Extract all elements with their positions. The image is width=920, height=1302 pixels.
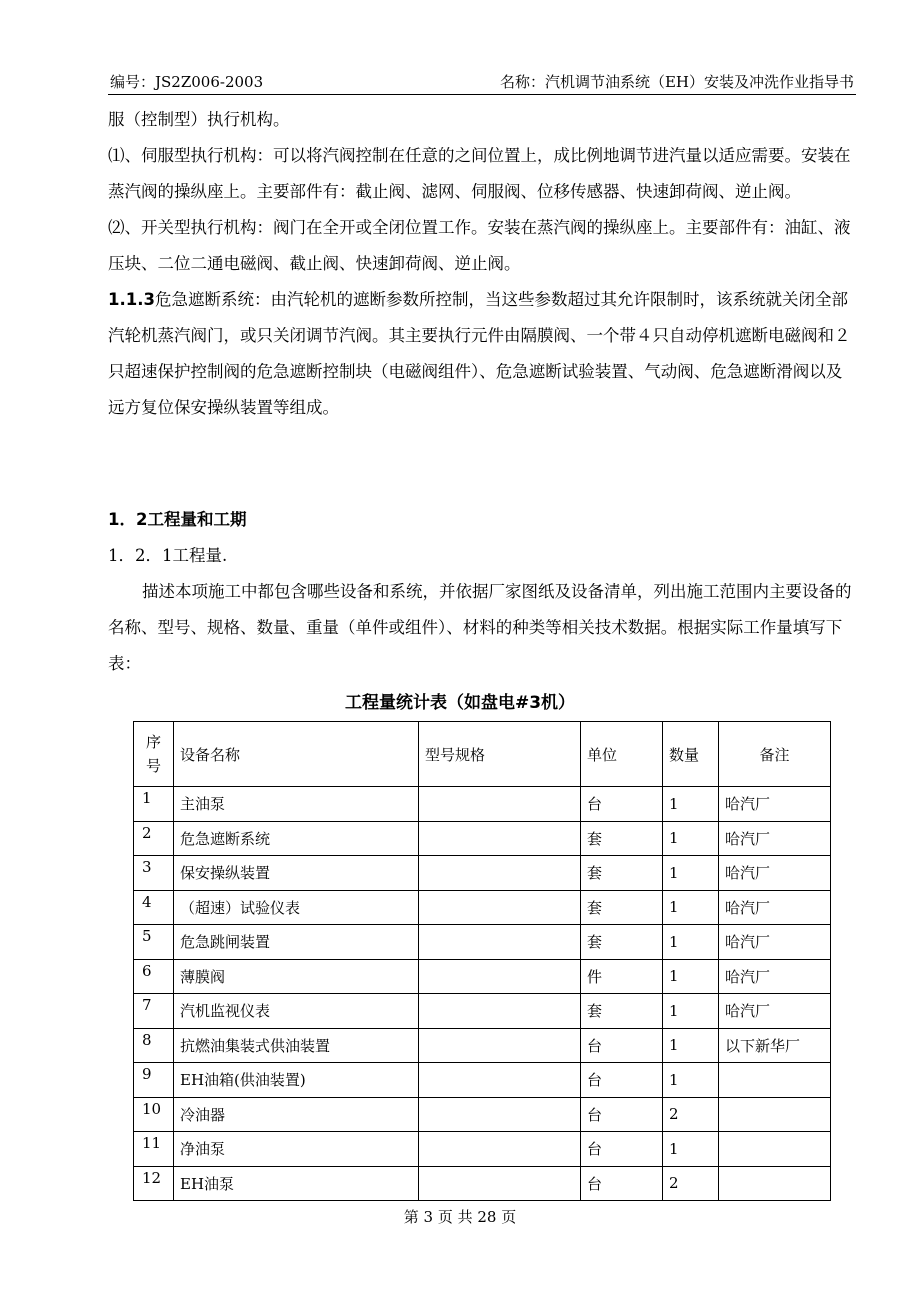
cell-remark: 哈汽厂 [719, 890, 831, 925]
cell-name: 保安操纵装置 [174, 856, 419, 891]
cell-remark: 哈汽厂 [719, 994, 831, 1029]
paragraph-emergency-trip [108, 282, 856, 426]
table-row [134, 1028, 831, 1063]
section-heading: 1．2工程量和工期 [108, 510, 247, 529]
cell-no: 6 [134, 959, 174, 994]
cell-model [419, 856, 581, 891]
cell-qty: 1 [663, 890, 719, 925]
cell-no: 4 [134, 890, 174, 925]
cell-remark [719, 1132, 831, 1167]
page-footer: 第 3 页 共 28 页 [403, 1208, 517, 1226]
table-row [134, 959, 831, 994]
cell-unit: 套 [581, 925, 663, 960]
header-qty: 数量 [663, 722, 719, 787]
cell-model [419, 994, 581, 1029]
table-row [134, 787, 831, 822]
cell-no: 11 [134, 1132, 174, 1167]
cell-model [419, 1063, 581, 1098]
table-row [134, 1097, 831, 1132]
cell-no: 10 [134, 1097, 174, 1132]
cell-unit: 套 [581, 890, 663, 925]
header-unit: 单位 [581, 722, 663, 787]
header-model: 型号规格 [419, 722, 581, 787]
table-row [134, 925, 831, 960]
cell-model [419, 787, 581, 822]
table-header-row [134, 722, 831, 787]
cell-name: 主油泵 [174, 787, 419, 822]
cell-qty: 1 [663, 821, 719, 856]
cell-name: 抗燃油集装式供油装置 [174, 1028, 419, 1063]
document-code: 编号：JS2Z006-2003 [110, 73, 264, 91]
cell-remark: 以下新华厂 [719, 1028, 831, 1063]
table-row [134, 821, 831, 856]
cell-unit: 台 [581, 1063, 663, 1098]
cell-no: 1 [134, 787, 174, 822]
cell-model [419, 1166, 581, 1201]
cell-remark [719, 1166, 831, 1201]
cell-remark: 哈汽厂 [719, 787, 831, 822]
table-row [134, 1166, 831, 1201]
cell-unit: 台 [581, 787, 663, 822]
cell-name: 危急跳闸装置 [174, 925, 419, 960]
cell-qty: 1 [663, 925, 719, 960]
cell-model [419, 821, 581, 856]
cell-model [419, 1132, 581, 1167]
cell-no: 3 [134, 856, 174, 891]
page-header [108, 66, 856, 95]
cell-unit: 台 [581, 1097, 663, 1132]
cell-no: 8 [134, 1028, 174, 1063]
cell-model [419, 890, 581, 925]
cell-name: 危急遮断系统 [174, 821, 419, 856]
cell-unit: 台 [581, 1132, 663, 1167]
cell-remark: 哈汽厂 [719, 925, 831, 960]
table-body [134, 787, 831, 1201]
table-title: 工程量统计表（如盘电#3机） [344, 693, 576, 713]
cell-no: 12 [134, 1166, 174, 1201]
subsection-heading: 1．2．1工程量. [108, 546, 228, 565]
cell-model [419, 925, 581, 960]
cell-model [419, 959, 581, 994]
quantity-table [133, 721, 831, 1201]
cell-name: （超速）试验仪表 [174, 890, 419, 925]
cell-name: 汽机监视仪表 [174, 994, 419, 1029]
cell-qty: 2 [663, 1097, 719, 1132]
table-row [134, 1063, 831, 1098]
cell-no: 7 [134, 994, 174, 1029]
header-no: 序 号 [134, 722, 174, 787]
cell-remark: 哈汽厂 [719, 821, 831, 856]
cell-qty: 2 [663, 1166, 719, 1201]
cell-qty: 1 [663, 1063, 719, 1098]
cell-qty: 1 [663, 856, 719, 891]
cell-remark: 哈汽厂 [719, 959, 831, 994]
cell-remark: 哈汽厂 [719, 856, 831, 891]
cell-qty: 1 [663, 1028, 719, 1063]
cell-unit: 台 [581, 1166, 663, 1201]
header-name: 设备名称 [174, 722, 419, 787]
cell-name: 净油泵 [174, 1132, 419, 1167]
section-description: 描述本项施工中都包含哪些设备和系统，并依据厂家图纸及设备清单，列出施工范围内主要设备的名称、型号、规格、数量、重量（单件或组件）、材料的种类等相关技术数据。根据实际工作量填写下表： [108, 582, 852, 673]
cell-unit: 套 [581, 856, 663, 891]
section-body [108, 538, 856, 682]
cell-remark [719, 1063, 831, 1098]
cell-name: 冷油器 [174, 1097, 419, 1132]
cell-name: 薄膜阀 [174, 959, 419, 994]
cell-model [419, 1028, 581, 1063]
cell-qty: 1 [663, 959, 719, 994]
cell-unit: 套 [581, 821, 663, 856]
cell-unit: 套 [581, 994, 663, 1029]
cell-qty: 1 [663, 994, 719, 1029]
cell-qty: 1 [663, 1132, 719, 1167]
cell-unit: 件 [581, 959, 663, 994]
table-row [134, 856, 831, 891]
table-row [134, 1132, 831, 1167]
paragraph-servo-actuator: ⑴、伺服型执行机构：可以将汽阀控制在任意的之间位置上，成比例地调节进汽量以适应需要。安装在蒸汽阀的操纵座上。主要部件有：截止阀、滤网、伺服阀、位移传感器、快速卸荷阀、逆止阀。 [108, 146, 851, 201]
table-row [134, 890, 831, 925]
cell-unit: 台 [581, 1028, 663, 1063]
cell-name: EH油箱(供油装置) [174, 1063, 419, 1098]
paragraph-emergency-trip-text: 危急遮断系统：由汽轮机的遮断参数所控制，当这些参数超过其允许限制时，该系统就关闭全部汽轮机蒸汽阀门，或只关闭调节汽阀。其主要执行元件由隔膜阀、一个带４只自动停机遮断电磁阀和２只超速保护控制阀的危急遮断控制块（电磁阀组件）、危急遮断试验装置、气动阀、危急遮断滑阀以及远方复位保安操纵装置等组成。 [108, 290, 851, 417]
cell-model [419, 1097, 581, 1132]
section-number: 1.1.3 [108, 290, 155, 309]
header-remark: 备注 [719, 722, 831, 787]
table-row [134, 994, 831, 1029]
cell-no: 9 [134, 1063, 174, 1098]
cell-remark [719, 1097, 831, 1132]
paragraph-switch-actuator: ⑵、开关型执行机构：阀门在全开或全闭位置工作。安装在蒸汽阀的操纵座上。主要部件有：油缸、液压块、二位二通电磁阀、截止阀、快速卸荷阀、逆止阀。 [108, 218, 851, 273]
body-text [108, 102, 856, 426]
cell-name: EH油泵 [174, 1166, 419, 1201]
paragraph-1: 服（控制型）执行机构。 [108, 110, 290, 129]
cell-qty: 1 [663, 787, 719, 822]
document-name: 名称：汽机调节油系统（EH）安装及冲洗作业指导书 [499, 73, 854, 91]
cell-no: 2 [134, 821, 174, 856]
cell-no: 5 [134, 925, 174, 960]
